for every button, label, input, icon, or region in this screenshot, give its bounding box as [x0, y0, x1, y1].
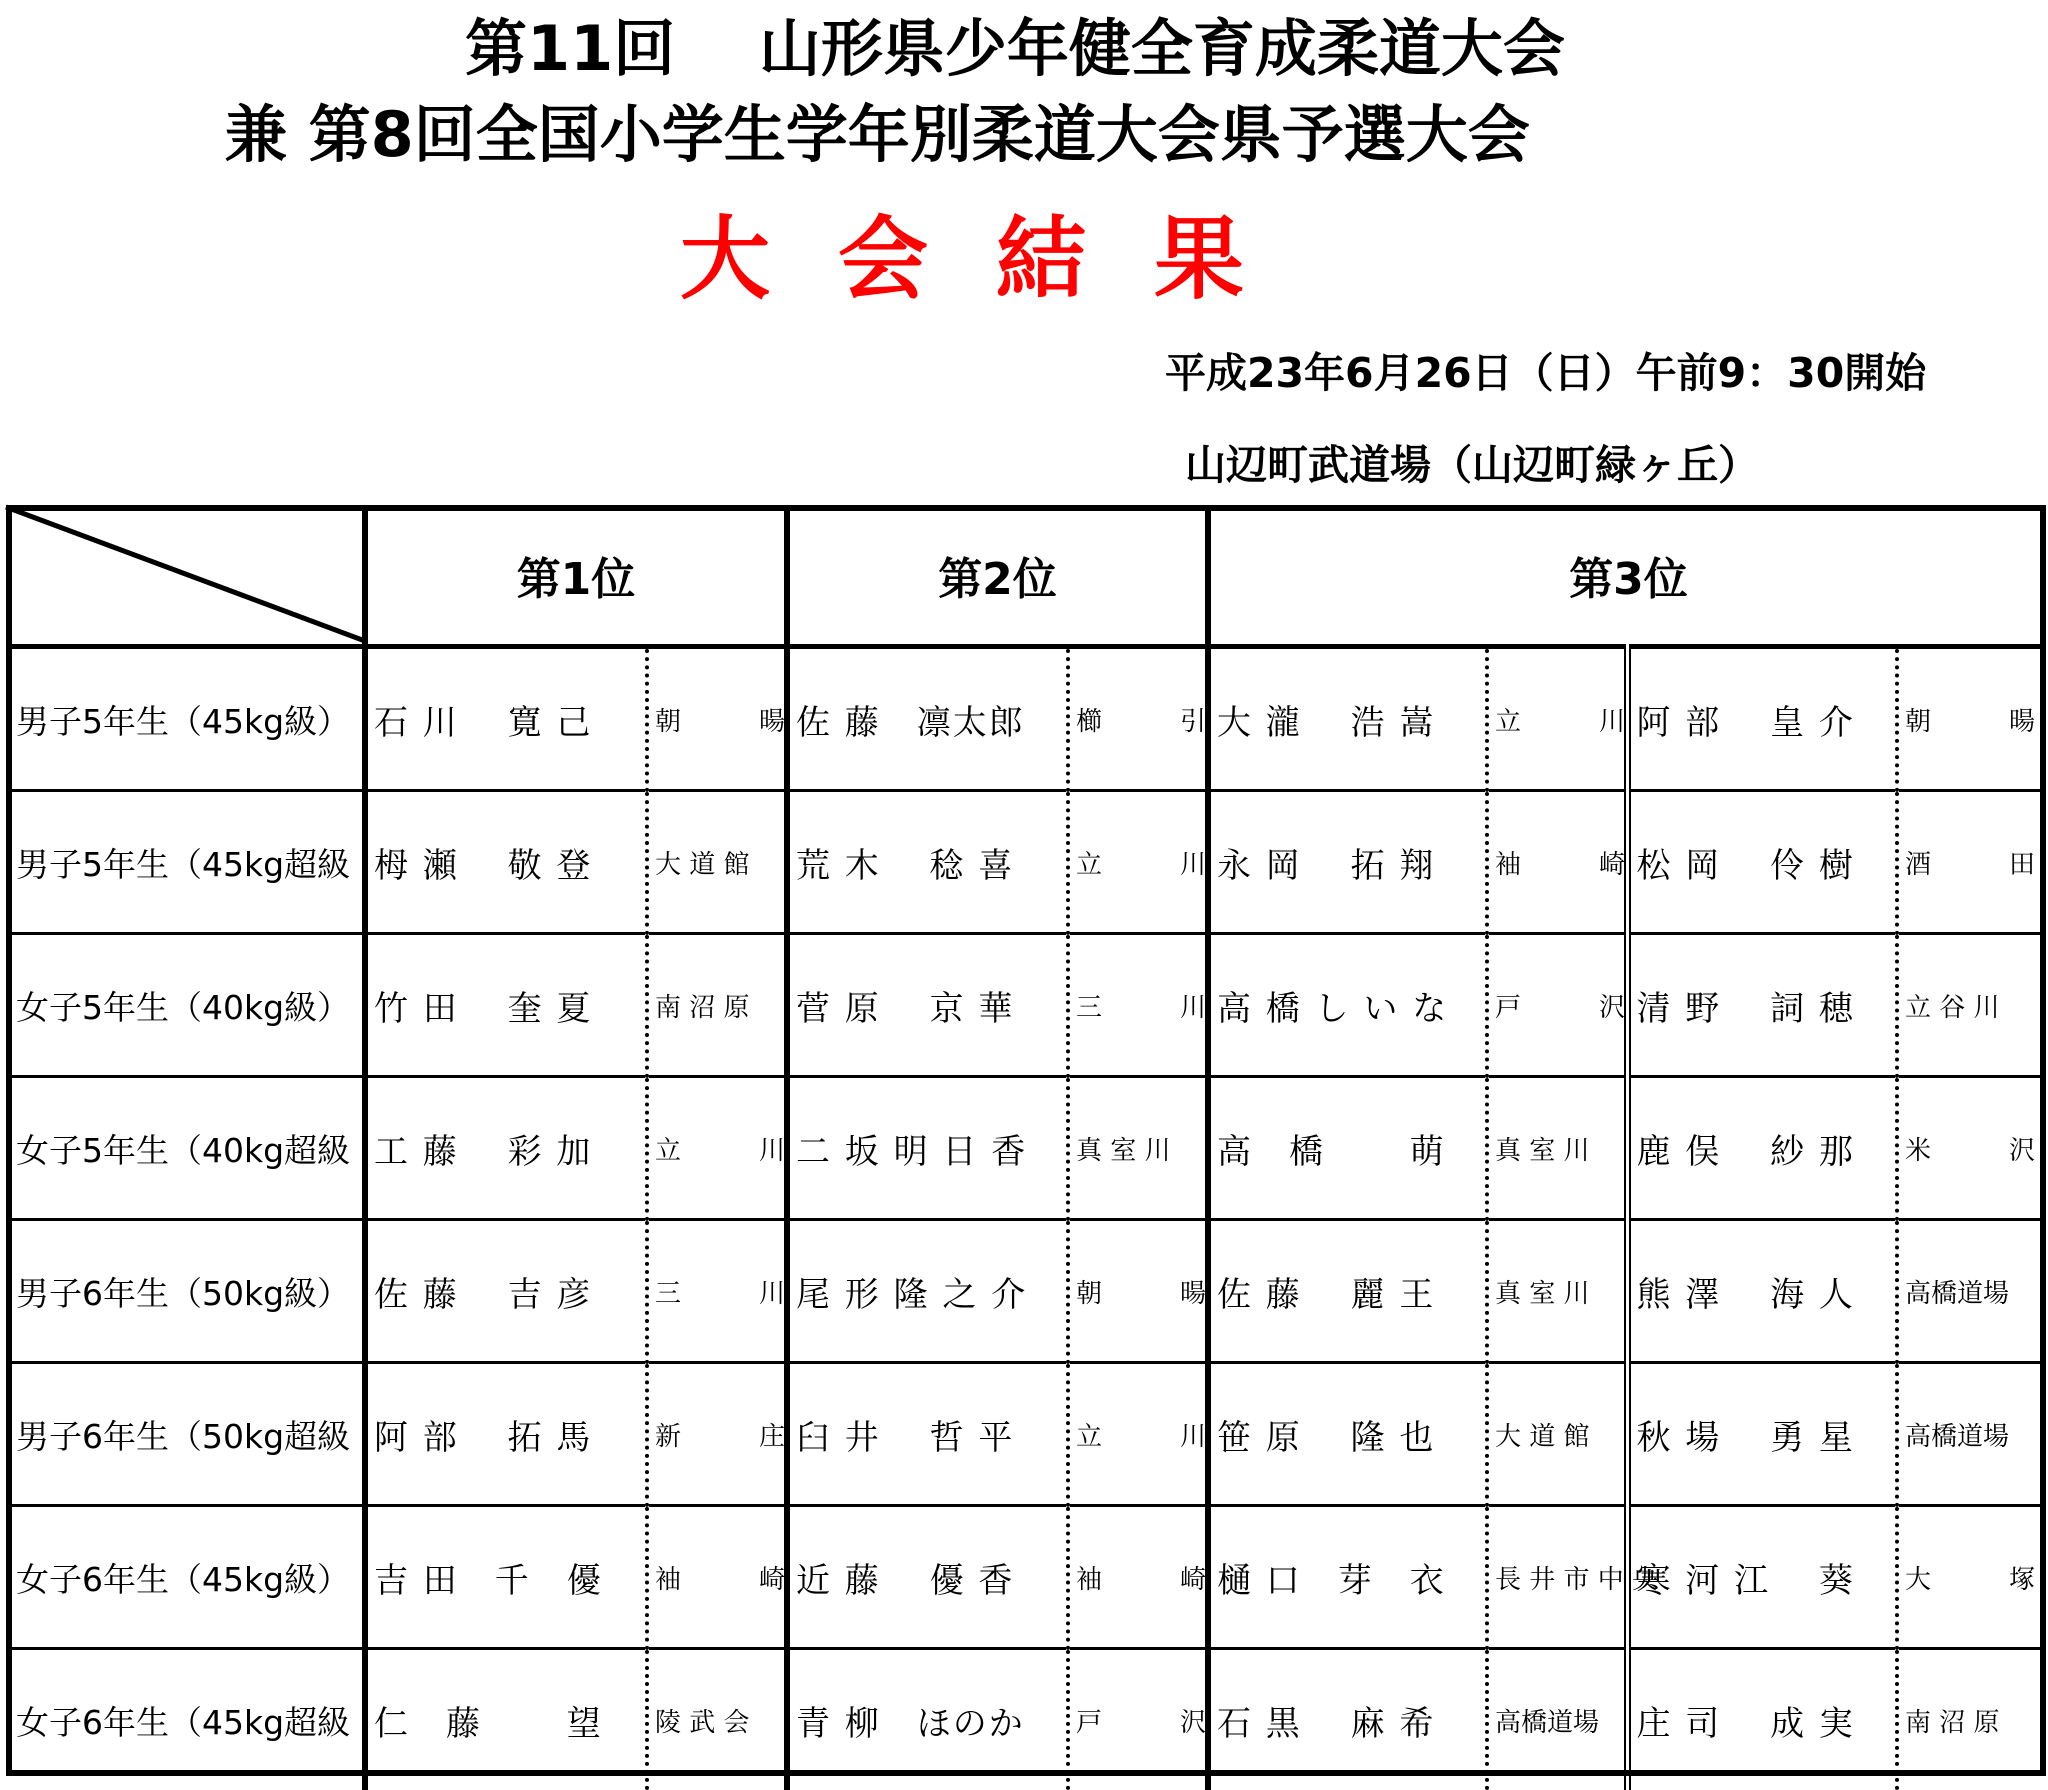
category-cell: 女子5年生（40kg級） — [6, 934, 365, 1077]
athlete-name: 荒 木 稔 喜 — [787, 791, 1068, 934]
athlete-name: 松 岡 伶 樹 — [1627, 791, 1897, 934]
club-name: 真 室 川 — [1487, 1077, 1627, 1220]
club-name: 戸 沢 — [1487, 934, 1627, 1077]
athlete-name: 寒 河 江 葵 — [1627, 1506, 1897, 1649]
athlete-name: 高 橋 萌 — [1208, 1077, 1487, 1220]
athlete-name: 尾 形 隆 之 介 — [787, 1220, 1068, 1363]
table-row — [6, 934, 2046, 1077]
athlete-name: 佐 藤 吉 彦 — [365, 1220, 647, 1363]
club-name: 酒 田 — [1897, 791, 2046, 934]
category-cell: 女子6年生（45kg級） — [6, 1506, 365, 1649]
athlete-name: 永 岡 拓 翔 — [1208, 791, 1487, 934]
athlete-name: 大 瀧 浩 嵩 — [1208, 647, 1487, 791]
table-header-row — [6, 505, 2046, 647]
club-name: 大 塚 — [1897, 1506, 2046, 1649]
athlete-name: 石 黒 麻 希 — [1208, 1649, 1487, 1790]
club-name: 朝 暘 — [1068, 1220, 1208, 1363]
athlete-name: 青 柳 ほのか — [787, 1649, 1068, 1790]
athlete-name: 清 野 詞 穂 — [1627, 934, 1897, 1077]
club-name: 袖 崎 — [1068, 1506, 1208, 1649]
athlete-name: 仁 藤 望 — [365, 1649, 647, 1790]
results-title: 大会結果 — [680, 215, 1312, 305]
athlete-name: 竹 田 奎 夏 — [365, 934, 647, 1077]
table-row — [6, 1363, 2046, 1506]
table-row — [6, 791, 2046, 934]
athlete-name: 臼 井 哲 平 — [787, 1363, 1068, 1506]
athlete-name: 近 藤 優 香 — [787, 1506, 1068, 1649]
athlete-name: 阿 部 皇 介 — [1627, 647, 1897, 791]
athlete-name: 工 藤 彩 加 — [365, 1077, 647, 1220]
corner-cell — [6, 505, 365, 647]
table-row — [6, 1077, 2046, 1220]
club-name: 陵 武 会 — [647, 1649, 787, 1790]
athlete-name: 樋 口 芽 衣 — [1208, 1506, 1487, 1649]
table-row — [6, 1506, 2046, 1649]
club-name: 三 川 — [1068, 934, 1208, 1077]
title-line-2: 兼 第8回全国小学生学年別柔道大会県予選大会 — [225, 104, 1530, 166]
club-name: 立 川 — [1068, 1363, 1208, 1506]
header-first-place: 第1位 — [365, 505, 787, 647]
category-cell: 女子6年生（45kg超級 — [6, 1649, 365, 1790]
club-name: 新 庄 — [647, 1363, 787, 1506]
club-name: 大 道 館 — [1487, 1363, 1627, 1506]
club-name: 長 井 市 中 央 — [1487, 1506, 1627, 1649]
category-cell: 女子5年生（40kg超級 — [6, 1077, 365, 1220]
athlete-name: 菅 原 京 華 — [787, 934, 1068, 1077]
club-name: 戸 沢 — [1068, 1649, 1208, 1790]
club-name: 朝 暘 — [1897, 647, 2046, 791]
event-date: 平成23年6月26日（日）午前9：30開始 — [1165, 353, 1926, 394]
athlete-name: 吉 田 千 優 — [365, 1506, 647, 1649]
club-name: 真 室 川 — [1068, 1077, 1208, 1220]
diagonal-line — [6, 505, 365, 644]
header-second-place: 第2位 — [787, 505, 1208, 647]
header-third-place: 第3位 — [1208, 505, 2046, 647]
club-name: 袖 崎 — [1487, 791, 1627, 934]
club-name: 立 谷 川 — [1897, 934, 2046, 1077]
athlete-name: 石 川 寛 己 — [365, 647, 647, 791]
category-cell: 男子6年生（50kg級） — [6, 1220, 365, 1363]
results-table — [6, 505, 2046, 1790]
athlete-name: 佐 藤 凛太郎 — [787, 647, 1068, 791]
club-name: 袖 崎 — [647, 1506, 787, 1649]
club-name: 立 川 — [1487, 647, 1627, 791]
category-cell: 男子6年生（50kg超級 — [6, 1363, 365, 1506]
club-name: 真 室 川 — [1487, 1220, 1627, 1363]
club-name: 朝 暘 — [647, 647, 787, 791]
athlete-name: 庄 司 成 実 — [1627, 1649, 1897, 1790]
athlete-name: 阿 部 拓 馬 — [365, 1363, 647, 1506]
athlete-name: 鹿 俣 紗 那 — [1627, 1077, 1897, 1220]
club-name: 櫛 引 — [1068, 647, 1208, 791]
athlete-name: 熊 澤 海 人 — [1627, 1220, 1897, 1363]
club-name: 三 川 — [647, 1220, 787, 1363]
category-cell: 男子5年生（45kg級） — [6, 647, 365, 791]
athlete-name: 笹 原 隆 也 — [1208, 1363, 1487, 1506]
athlete-name: 二 坂 明 日 香 — [787, 1077, 1068, 1220]
club-name: 米 沢 — [1897, 1077, 2046, 1220]
athlete-name: 秋 場 勇 星 — [1627, 1363, 1897, 1506]
athlete-name: 栂 瀬 敬 登 — [365, 791, 647, 934]
club-name: 立 川 — [647, 1077, 787, 1220]
athlete-name: 高 橋 し い な — [1208, 934, 1487, 1077]
table-row — [6, 647, 2046, 791]
club-name: 立 川 — [1068, 791, 1208, 934]
athlete-name: 佐 藤 麗 王 — [1208, 1220, 1487, 1363]
table-row — [6, 1649, 2046, 1790]
event-venue: 山辺町武道場（山辺町緑ヶ丘） — [1185, 445, 1759, 486]
club-name: 高橋道場 — [1897, 1220, 2046, 1363]
club-name: 南 沼 原 — [647, 934, 787, 1077]
title-line-1: 第11回 山形県少年健全育成柔道大会 — [465, 18, 1565, 80]
club-name: 大 道 館 — [647, 791, 787, 934]
category-cell: 男子5年生（45kg超級 — [6, 791, 365, 934]
table-row — [6, 1220, 2046, 1363]
club-name: 南 沼 原 — [1897, 1649, 2046, 1790]
club-name: 高橋道場 — [1897, 1363, 2046, 1506]
club-name: 高橋道場 — [1487, 1649, 1627, 1790]
